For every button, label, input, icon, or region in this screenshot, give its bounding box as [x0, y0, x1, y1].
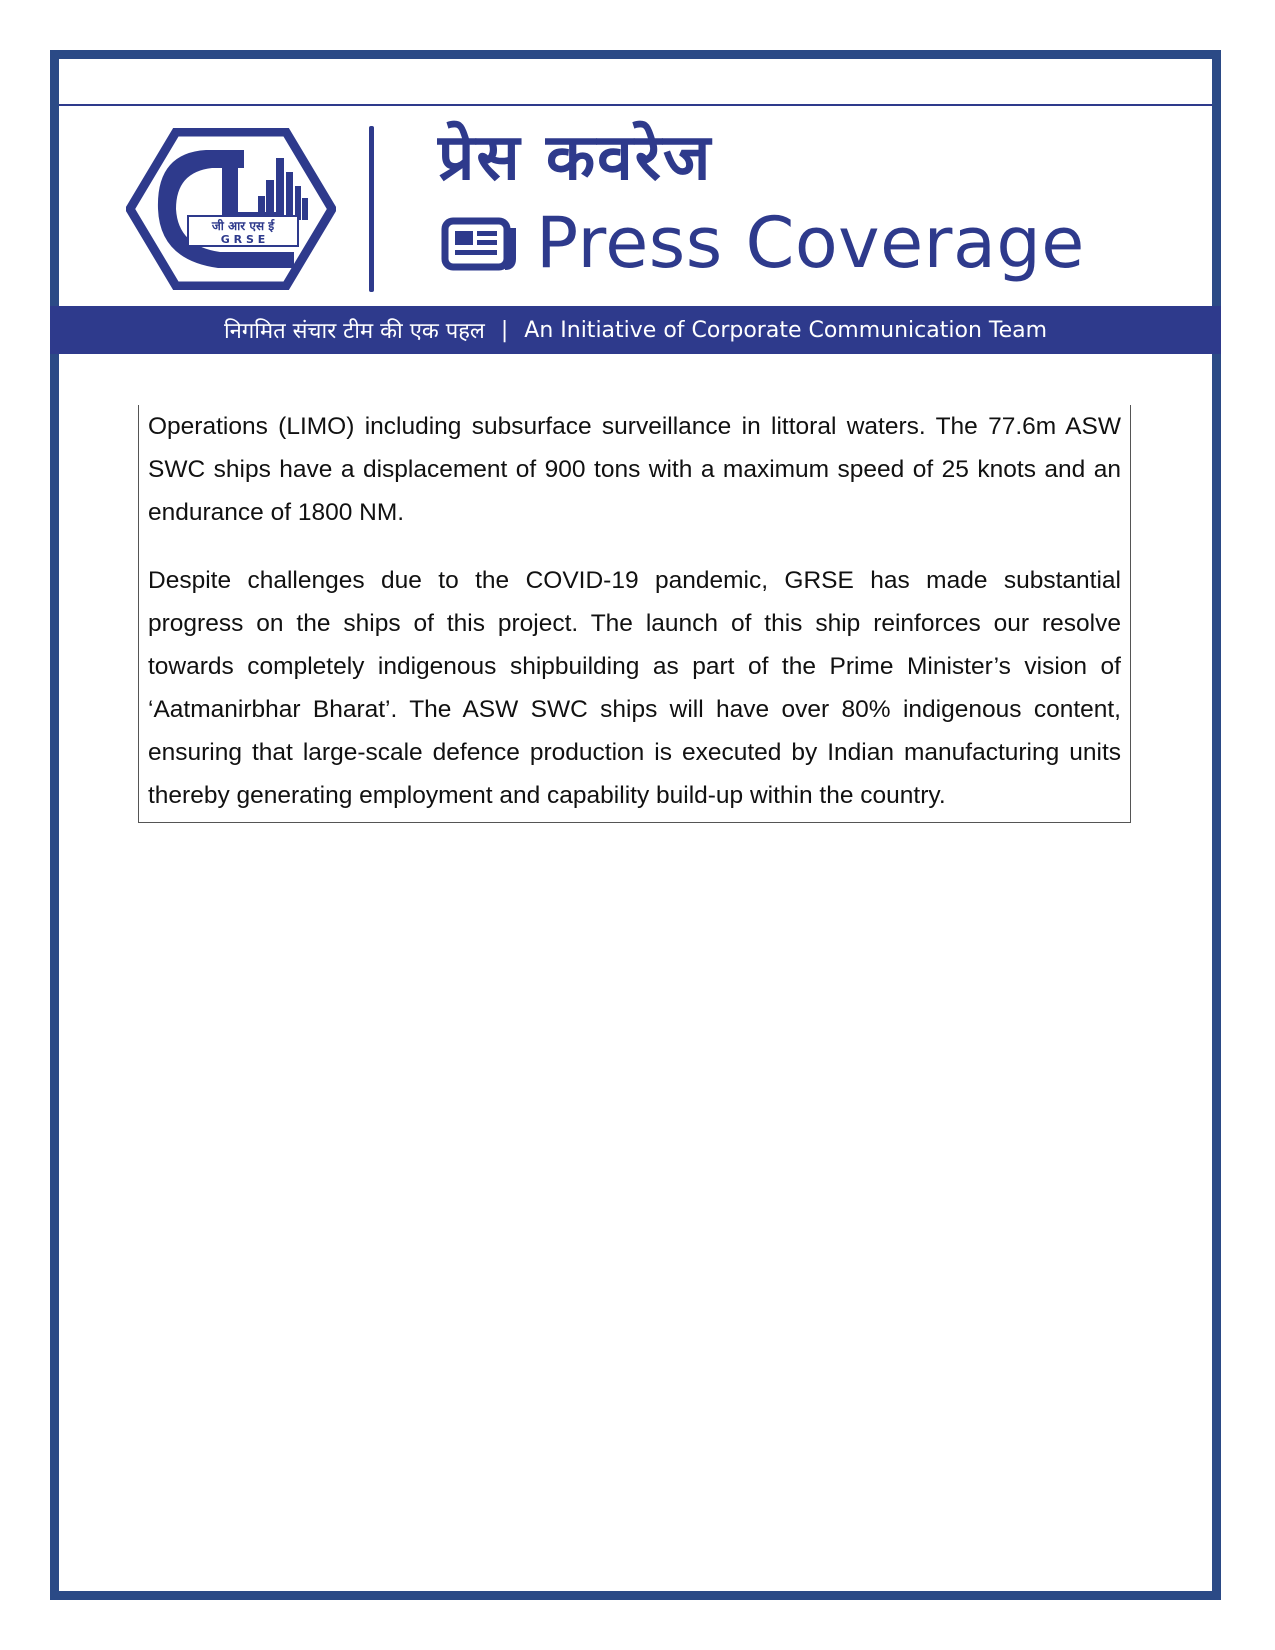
article-paragraph: Despite challenges due to the COVID-19 pandemic, GRSE has made substantial progress on the ships of this project. The launch of this ship reinforces our resolve towards completely indigenous shipbuilding as part of the Prime Minister’s vision of ‘Aatmanirbhar Bharat’. The ASW SWC ships will have over 80% indigenous content, ensuring that large-scale defence production is executed by Indian manufacturing units thereby generating employment and capability build-up within the country. [148, 567, 1121, 809]
banner-hindi-text: निगमित संचार टीम की एक पहल [223, 319, 485, 344]
newspaper-icon [441, 217, 517, 271]
press-coverage-hindi-title: प्रेस कवरेज [438, 121, 713, 195]
header-top-rule [59, 104, 1212, 106]
article-paragraph: Operations (LIMO) including subsurface surveillance in littoral waters. The 77.6m ASW SWC ships have a displacement of 900 tons with a maximum speed of 25 knots and an endurance of 1800 NM. [148, 413, 1121, 526]
article-text-box [138, 405, 1131, 823]
grse-logo [126, 128, 336, 290]
banner-separator: | [500, 317, 509, 343]
header-divider [369, 126, 374, 292]
logo-english-text: G R S E [220, 233, 266, 246]
press-coverage-english-title: Press Coverage [536, 202, 1085, 284]
banner-english-text: An Initiative of Corporate Communication Team [524, 317, 1048, 343]
initiative-banner [50, 306, 1221, 354]
logo-hindi-text: जी आर एस ई [211, 219, 275, 233]
